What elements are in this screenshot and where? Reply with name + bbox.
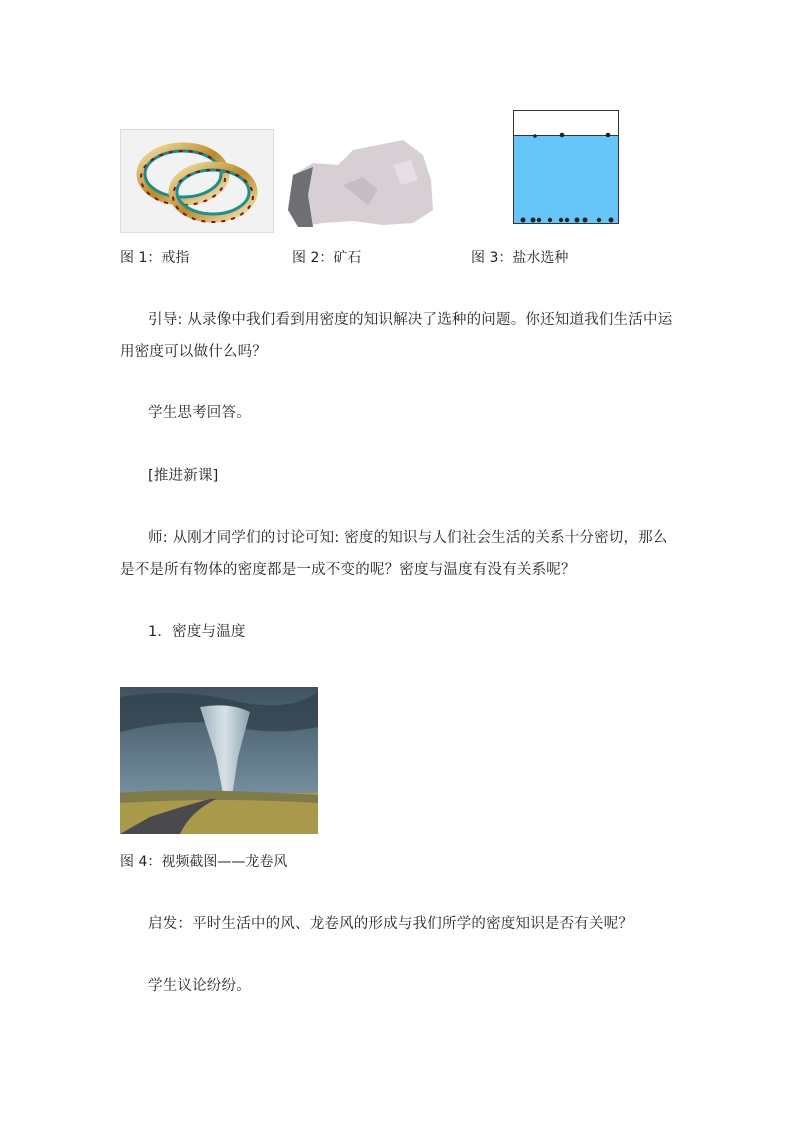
salt-water-diagram [513,110,619,224]
tornado-icon [120,687,318,834]
guide-paragraph: 引导: 从录像中我们看到用密度的知识解决了选种的问题。你还知道我们生活中运用密度可以做什么吗？ [120,312,673,360]
figure-2-caption: 图 2：矿石 [292,250,362,266]
tornado-photo [120,687,318,834]
section-heading-new-lesson: [推进新课] [148,468,219,484]
figure-3-caption: 图 3：盐水选种 [471,250,569,266]
inspire-paragraph: 启发：平时生活中的风、龙卷风的形成与我们所学的密度知识是否有关呢？ [148,916,634,932]
ore-rock-image [283,135,443,230]
heading-density-temperature: 1．密度与温度 [148,624,246,640]
student-think-paragraph: 学生思考回答。 [148,405,251,421]
figure-1-caption: 图 1：戒指 [120,250,190,266]
figure-4-caption: 图 4：视频截图——龙卷风 [120,854,288,870]
beaker-icon [513,110,619,224]
student-discuss-paragraph: 学生议论纷纷。 [148,978,251,994]
rings-image [120,129,274,233]
rings-icon [121,130,273,232]
teacher-paragraph: 师: 从刚才同学们的讨论可知: 密度的知识与人们社会生活的关系十分密切，那么是不是所有物体的密度都是一成不变的呢？密度与温度有没有关系呢？ [120,530,668,578]
ore-rock-icon [283,135,443,230]
